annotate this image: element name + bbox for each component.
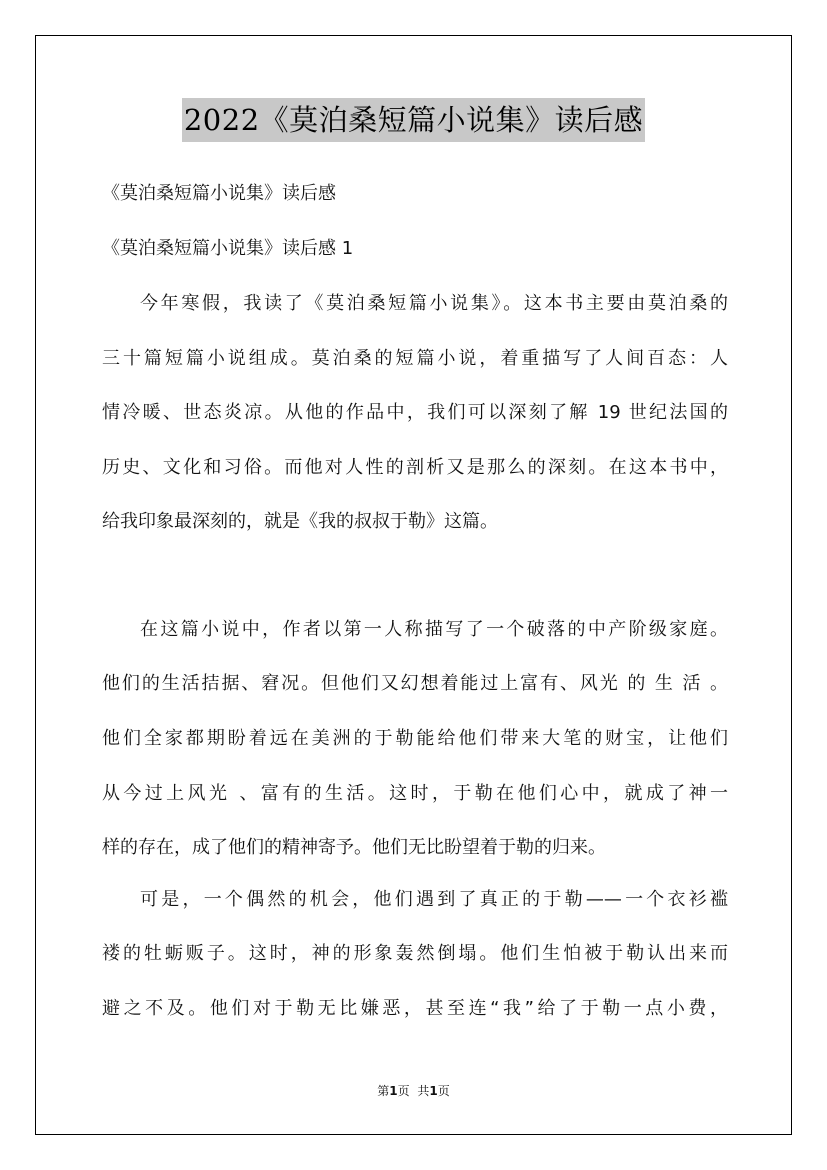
page-suffix: 页 — [397, 1084, 410, 1098]
total-pages: 1 — [429, 1084, 438, 1098]
paragraph-2-line-5: 样的存在，成了他们的精神寄予。他们无比盼望着于勒的归来。 — [102, 837, 606, 858]
document-title: 2022《莫泊桑短篇小说集》读后感 — [182, 98, 645, 142]
paragraph-1-line-3: 情冷暖、世态炎凉。从他的作品中，我们可以深刻了解 19 世纪法国的 — [102, 402, 728, 423]
paragraph-3-line-3: 避之不及。他们对于勒无比嫌恶，甚至连“我”给了于勒一点小费， — [102, 998, 728, 1019]
title-container — [0, 98, 827, 142]
page-number: 1 — [389, 1084, 398, 1098]
paragraph-3-line-1: 可是，一个偶然的机会，他们遇到了真正的于勒——一个衣衫褴 — [140, 889, 728, 910]
page-footer — [0, 1082, 827, 1099]
paragraph-2-line-4: 从今过上风光 、富有的生活。这时，于勒在他们心中，就成了神一 — [102, 783, 728, 804]
page-prefix: 第 — [377, 1084, 390, 1098]
paragraph-1-line-2: 三十篇短篇小说组成。莫泊桑的短篇小说，着重描写了人间百态：人 — [102, 348, 728, 369]
total-prefix: 共 — [417, 1084, 430, 1098]
section-heading: 《莫泊桑短篇小说集》读后感 1 — [102, 238, 354, 259]
document-subtitle: 《莫泊桑短篇小说集》读后感 — [102, 183, 336, 204]
paragraph-1-line-4: 历史、文化和习俗。而他对人性的剖析又是那么的深刻。在这本书中， — [102, 457, 728, 478]
paragraph-3-line-2: 褛的牡蛎贩子。这时，神的形象轰然倒塌。他们生怕被于勒认出来而 — [102, 943, 728, 964]
total-suffix: 页 — [437, 1084, 450, 1098]
paragraph-2-line-2: 他们的生活拮据、窘况。但他们又幻想着能过上富有、风光 的 生 活 。 — [102, 673, 728, 694]
paragraph-2-line-1: 在这篇小说中，作者以第一人称描写了一个破落的中产阶级家庭。 — [140, 619, 728, 640]
paragraph-1-line-1: 今年寒假，我读了《莫泊桑短篇小说集》。这本书主要由莫泊桑的 — [140, 293, 728, 314]
paragraph-2-line-3: 他们全家都期盼着远在美洲的于勒能给他们带来大笔的财宝，让他们 — [102, 728, 728, 749]
paragraph-1-line-5: 给我印象最深刻的，就是《我的叔叔于勒》这篇。 — [102, 511, 498, 532]
